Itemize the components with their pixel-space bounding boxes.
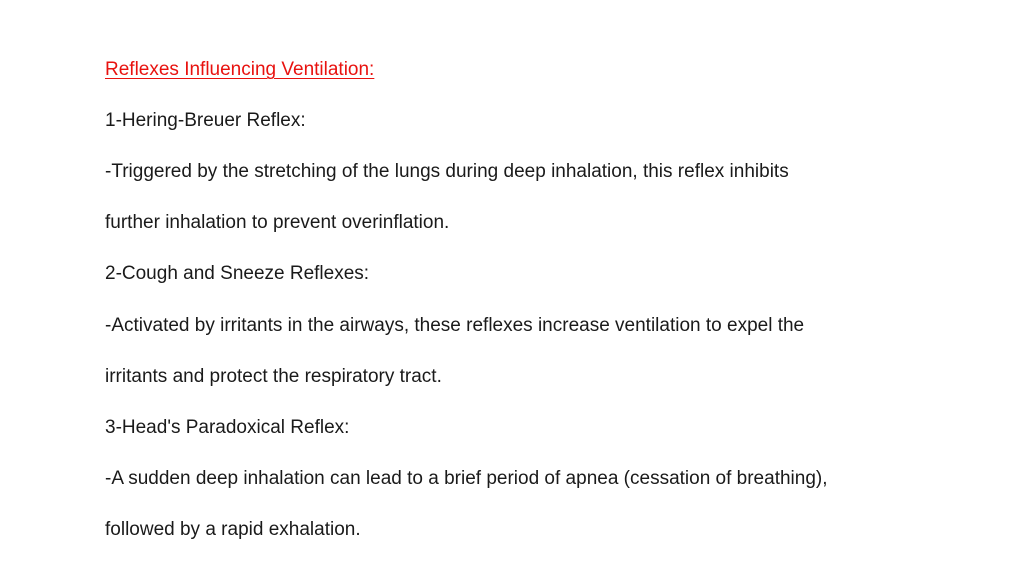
reflex-2-description-line-2: irritants and protect the respiratory tract. [105, 366, 442, 387]
slide-heading: Reflexes Influencing Ventilation: [105, 59, 375, 80]
reflex-3-description-line-1: -A sudden deep inhalation can lead to a brief period of apnea (cessation of breathing), [105, 468, 828, 489]
reflex-3-description-line-2: followed by a rapid exhalation. [105, 519, 361, 540]
reflex-1-description-line-2: further inhalation to prevent overinflation. [105, 212, 450, 233]
reflex-2-title: 2-Cough and Sneeze Reflexes: [105, 263, 370, 284]
reflex-1-title: 1-Hering-Breuer Reflex: [105, 110, 306, 131]
reflex-2-description-line-1: -Activated by irritants in the airways, these reflexes increase ventilation to expel the [105, 315, 805, 336]
reflex-1-description-line-1: -Triggered by the stretching of the lungs during deep inhalation, this reflex inhibits [105, 161, 789, 182]
reflex-3-title: 3-Head's Paradoxical Reflex: [105, 417, 350, 438]
